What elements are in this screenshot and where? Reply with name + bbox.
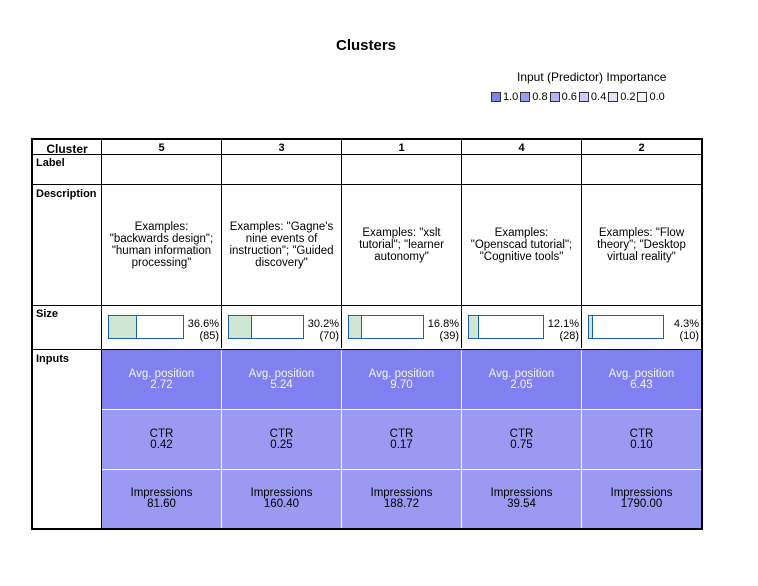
input-name: CTR bbox=[389, 427, 414, 440]
size-percent bbox=[428, 318, 459, 342]
input-name: Impressions bbox=[130, 487, 193, 499]
input-cell-avg-position[interactable] bbox=[222, 350, 341, 409]
input-cell-avg-position[interactable] bbox=[342, 350, 461, 409]
size-cell bbox=[102, 306, 221, 350]
size-count: (85) bbox=[199, 330, 219, 342]
legend-item bbox=[491, 91, 518, 103]
size-pct-value: 30.2% bbox=[307, 318, 339, 330]
legend-item bbox=[637, 91, 664, 103]
input-value: 5.24 bbox=[270, 378, 293, 391]
legend-swatch bbox=[491, 92, 501, 102]
input-cell-avg-position[interactable] bbox=[462, 350, 581, 409]
input-cell-impressions[interactable] bbox=[342, 470, 461, 528]
input-cell-ctr[interactable] bbox=[462, 410, 581, 469]
legend-item bbox=[579, 91, 606, 103]
input-name: Avg. position bbox=[608, 367, 675, 380]
size-bar bbox=[108, 315, 184, 339]
page-title: Clusters bbox=[335, 37, 397, 54]
input-name: Impressions bbox=[250, 487, 313, 499]
cluster-id: 1 bbox=[398, 142, 405, 154]
size-cell bbox=[582, 306, 701, 350]
input-cell-impressions[interactable] bbox=[102, 470, 221, 528]
size-count: (10) bbox=[679, 330, 699, 342]
size-percent bbox=[674, 318, 699, 342]
input-value: 2.72 bbox=[150, 378, 173, 391]
input-cell-avg-position[interactable] bbox=[582, 350, 701, 409]
column-divider bbox=[221, 140, 222, 348]
row-label-description: Description bbox=[36, 188, 97, 200]
input-value: 0.25 bbox=[270, 438, 293, 451]
size-bar-fill bbox=[229, 316, 252, 338]
size-percent bbox=[308, 318, 339, 342]
legend-swatch bbox=[579, 92, 589, 102]
column-divider bbox=[101, 140, 102, 528]
legend-label: 0.2 bbox=[620, 91, 636, 103]
input-cell-impressions[interactable] bbox=[222, 470, 341, 528]
legend-swatch bbox=[637, 92, 647, 102]
cluster-id: 5 bbox=[158, 142, 165, 154]
legend-label: 0.0 bbox=[649, 91, 665, 103]
cluster-id: 2 bbox=[638, 142, 645, 154]
size-cell bbox=[462, 306, 581, 350]
legend-item bbox=[550, 91, 577, 103]
size-percent bbox=[188, 318, 219, 342]
legend-label: 0.8 bbox=[532, 91, 548, 103]
legend-label: 0.4 bbox=[590, 91, 607, 103]
size-bar-fill bbox=[349, 316, 362, 338]
input-name: Impressions bbox=[490, 487, 553, 499]
input-cell-ctr[interactable] bbox=[582, 410, 701, 469]
size-bar bbox=[588, 315, 664, 339]
size-count: (39) bbox=[439, 330, 459, 342]
input-cell-ctr[interactable] bbox=[222, 410, 341, 469]
cluster-description: Examples: "xslt tutorial"; "learner autonomy" bbox=[359, 227, 444, 263]
input-value: 81.60 bbox=[147, 498, 176, 510]
input-cell-ctr[interactable] bbox=[342, 410, 461, 469]
column-divider bbox=[581, 140, 582, 348]
input-name: Impressions bbox=[370, 487, 433, 499]
legend-label: 0.6 bbox=[561, 91, 577, 103]
input-value: 188.72 bbox=[383, 498, 420, 510]
size-pct-value: 36.6% bbox=[187, 318, 219, 330]
legend-title: Input (Predictor) Importance bbox=[517, 70, 667, 84]
input-cell-impressions[interactable] bbox=[462, 470, 581, 528]
input-value: 0.17 bbox=[390, 438, 413, 451]
input-value: 160.40 bbox=[263, 498, 300, 510]
legend-swatch bbox=[608, 92, 618, 102]
input-cell-impressions[interactable] bbox=[582, 470, 701, 528]
cluster-table bbox=[31, 138, 703, 530]
legend-swatch bbox=[520, 92, 530, 102]
size-count: (70) bbox=[319, 330, 339, 342]
input-cell-ctr[interactable] bbox=[102, 410, 221, 469]
row-label-inputs: Inputs bbox=[36, 353, 69, 365]
legend-item bbox=[520, 91, 547, 103]
input-value: 0.75 bbox=[510, 438, 533, 451]
input-name: Avg. position bbox=[488, 367, 555, 380]
input-name: Avg. position bbox=[128, 367, 195, 380]
size-cell bbox=[222, 306, 341, 350]
size-bar bbox=[228, 315, 304, 339]
cluster-description: Examples: "Gagne's nine events of instruction"; "Guided discovery" bbox=[229, 221, 334, 269]
size-bar bbox=[468, 315, 544, 339]
input-name: CTR bbox=[269, 427, 294, 440]
size-pct-value: 4.3% bbox=[673, 318, 699, 330]
column-divider bbox=[341, 140, 342, 348]
cluster-column-header: Cluster bbox=[46, 142, 88, 156]
input-value: 2.05 bbox=[510, 378, 533, 391]
input-value: 6.43 bbox=[630, 378, 653, 391]
size-cell bbox=[342, 306, 461, 350]
input-value: 0.42 bbox=[150, 438, 173, 451]
size-bar-fill bbox=[469, 316, 479, 338]
input-name: Avg. position bbox=[248, 367, 315, 380]
cluster-description: Examples: "Flow theory"; "Desktop virtual reality" bbox=[597, 227, 686, 263]
input-cell-avg-position[interactable] bbox=[102, 350, 221, 409]
input-value: 39.54 bbox=[507, 498, 536, 510]
size-bar-fill bbox=[109, 316, 137, 338]
row-label-label: Label bbox=[36, 157, 65, 169]
input-value: 9.70 bbox=[390, 378, 413, 391]
input-name: Impressions bbox=[610, 487, 673, 499]
legend-item bbox=[608, 91, 635, 103]
row-divider bbox=[33, 154, 701, 155]
cluster-id: 4 bbox=[518, 142, 525, 154]
size-pct-value: 12.1% bbox=[547, 318, 579, 330]
column-divider bbox=[461, 140, 462, 348]
cluster-description: Examples: "Openscad tutorial"; "Cognitive tools" bbox=[470, 227, 573, 263]
row-label-size: Size bbox=[36, 308, 59, 320]
importance-legend bbox=[491, 91, 667, 103]
input-name: Avg. position bbox=[368, 367, 435, 380]
input-value: 0.10 bbox=[630, 438, 653, 451]
size-pct-value: 16.8% bbox=[427, 318, 459, 330]
legend-label: 1.0 bbox=[503, 91, 519, 103]
cluster-description: Examples: "backwards design"; "human information processing" bbox=[109, 221, 214, 269]
size-bar bbox=[348, 315, 424, 339]
input-value: 1790.00 bbox=[620, 498, 663, 510]
input-name: CTR bbox=[629, 427, 654, 440]
size-percent bbox=[548, 318, 579, 342]
cluster-id: 3 bbox=[278, 142, 285, 154]
input-name: CTR bbox=[509, 427, 534, 440]
size-count: (28) bbox=[559, 330, 579, 342]
size-bar-fill bbox=[589, 316, 593, 338]
input-name: CTR bbox=[149, 427, 174, 440]
legend-swatch bbox=[550, 92, 560, 102]
